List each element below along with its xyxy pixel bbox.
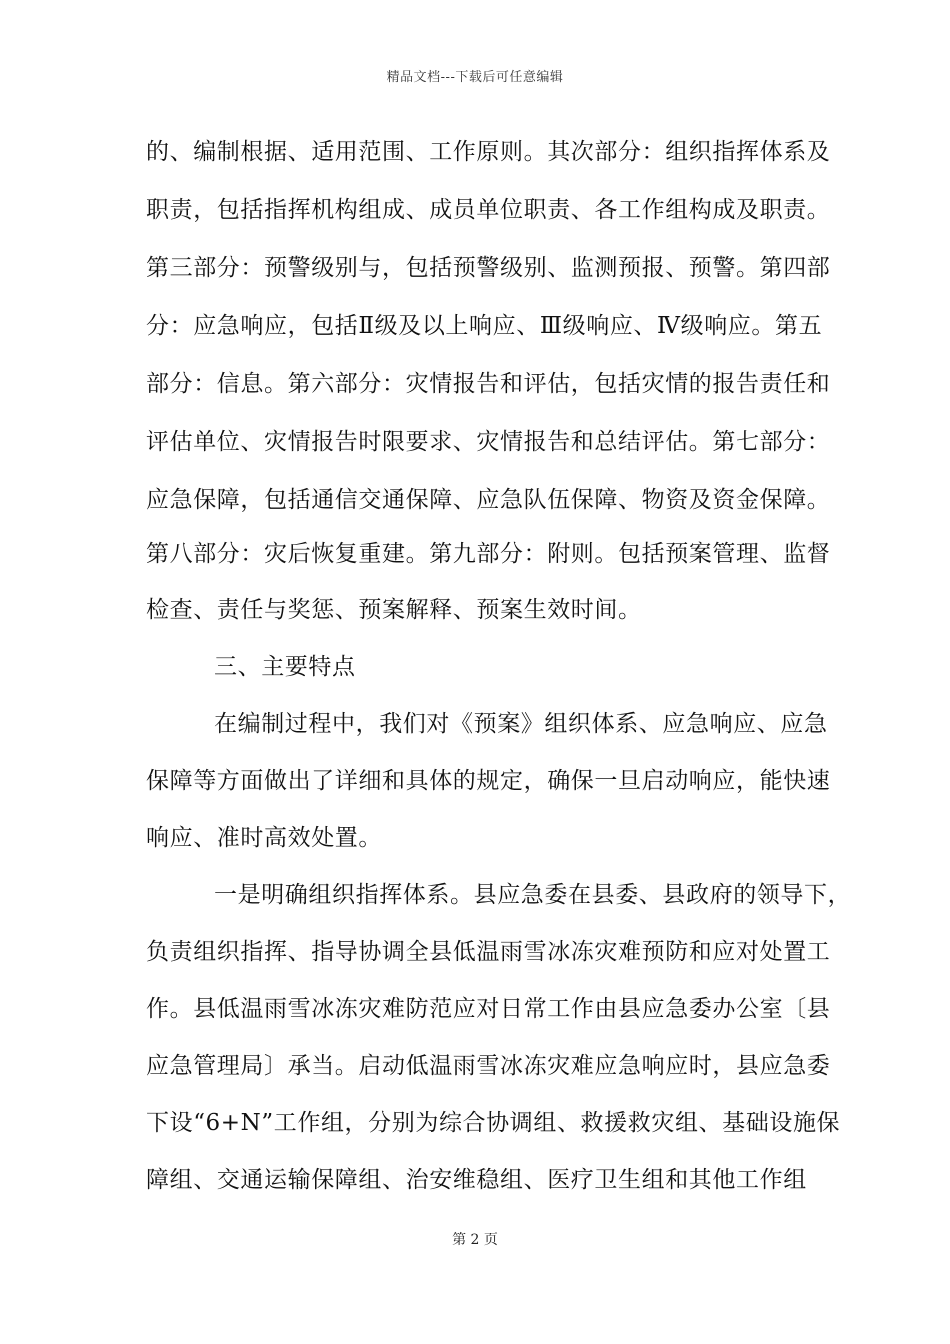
body-line: 应急保障，包括通信交通保障、应急队伍保障、物资及资金保障。 <box>146 487 831 513</box>
body-line: 职责，包括指挥机构组成、成员单位职责、各工作组构成及职责。 <box>146 197 831 223</box>
body-line: 在编制过程中，我们对《预案》组织体系、应急响应、应急 <box>214 711 828 737</box>
body-line: 分：应急响应，包括Ⅱ级及以上响应、Ⅲ级响应、Ⅳ级响应。第五 <box>146 313 823 339</box>
body-line: 第三部分：预警级别与，包括预警级别、监测预报、预警。第四部 <box>146 255 831 281</box>
body-line: 下设“6+N”工作组，分别为综合协调组、救援救灾组、基础设施保 <box>146 1110 841 1136</box>
body-line: 第八部分：灾后恢复重建。第九部分：附则。包括预案管理、监督 <box>146 541 831 567</box>
page-header: 精品文档---下载后可任意编辑 <box>386 70 564 85</box>
body-line: 作。县低温雨雪冰冻灾难防范应对日常工作由县应急委办公室〔县 <box>146 996 831 1022</box>
body-line: 障组、交通运输保障组、治安维稳组、医疗卫生组和其他工作组 <box>146 1167 807 1193</box>
body-line: 响应、准时高效处置。 <box>146 825 382 851</box>
body-line: 检查、责任与奖惩、预案解释、预案生效时间。 <box>146 597 642 623</box>
body-line: 保障等方面做出了详细和具体的规定，确保一旦启动响应，能快速 <box>146 768 831 794</box>
section-heading: 三、主要特点 <box>214 654 356 680</box>
body-line: 部分：信息。第六部分：灾情报告和评估，包括灾情的报告责任和 <box>146 371 831 397</box>
page-number: 第 2 页 <box>452 1232 498 1248</box>
body-line: 应急管理局〕承当。启动低温雨雪冰冻灾难应急响应时，县应急委 <box>146 1053 831 1079</box>
body-line: 的、编制根据、适用范围、工作原则。其次部分：组织指挥体系及 <box>146 139 831 165</box>
body-line: 评估单位、灾情报告时限要求、灾情报告和总结评估。第七部分： <box>146 429 831 455</box>
body-line: 负责组织指挥、指导协调全县低温雨雪冰冻灾难预防和应对处置工 <box>146 939 831 965</box>
body-line: 一是明确组织指挥体系。县应急委在县委、县政府的领导下， <box>214 882 852 908</box>
